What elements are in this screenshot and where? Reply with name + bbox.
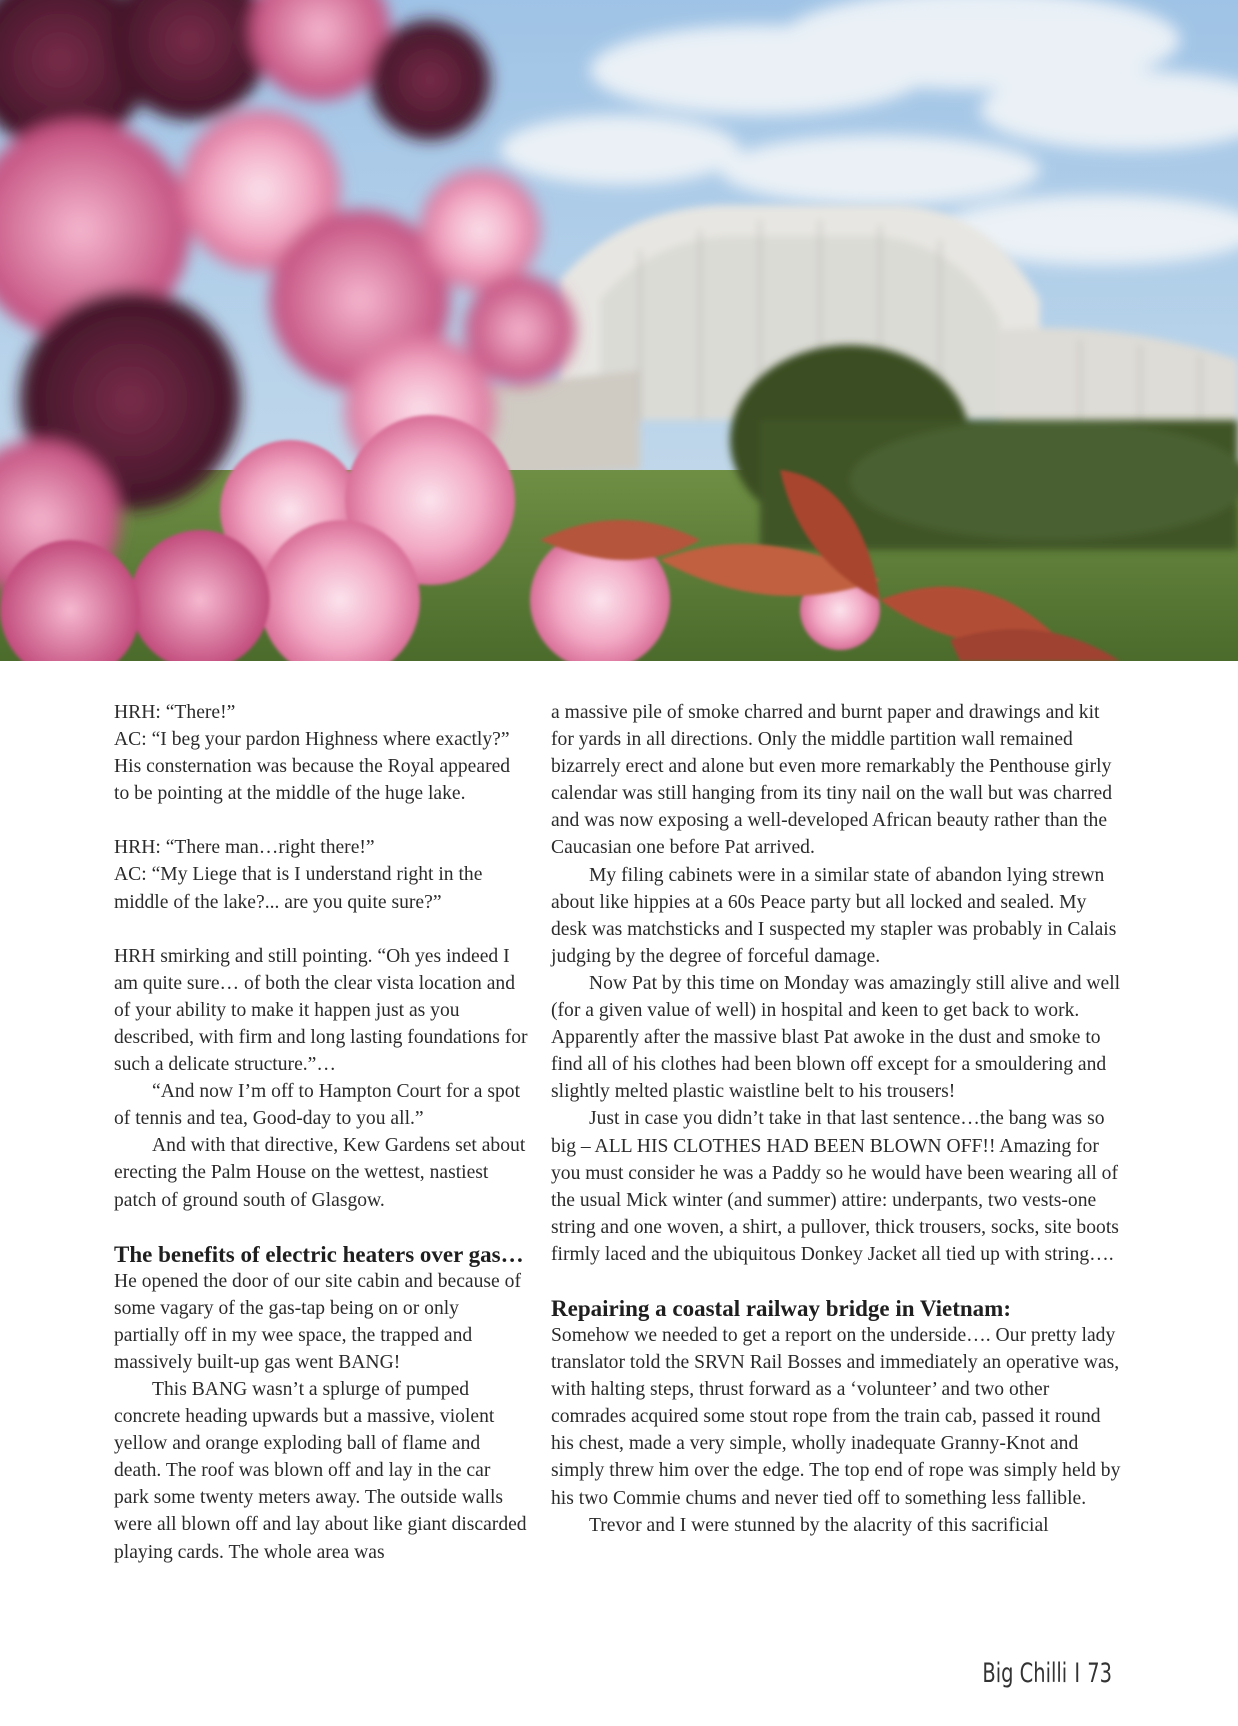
dialogue-line bbox=[114, 726, 528, 807]
speaker-label: AC: bbox=[114, 729, 147, 751]
body-paragraph: Just in case you didn’t take in that last sentence…the bang was so big – ALL HIS CLOTHES HAD BEEN BLOWN OFF!! Amazing for you must consider he was a Paddy so he would have been wearing all of the usual Mick winter (and summer) attire: underpants, two vests-one string and one woven, a shirt, a pullover, thick trousers, socks, site boots firmly laced and the ubiquitous Donkey Jacket all tied up with string…. bbox=[551, 1108, 1119, 1265]
section-heading: The benefits of electric heaters over gas… bbox=[114, 1241, 524, 1267]
body-paragraph: Trevor and I were stunned by the alacrity of this sacrificial bbox=[589, 1514, 1049, 1536]
body-paragraph: This BANG wasn’t a splurge of pumped concrete heading upwards but a massive, violent yellow and orange exploding ball of flame and death. The roof was blown off and lay in the car park some twenty meters away. The outside walls were all blown off and lay about like giant discarded playing cards. The whole area was bbox=[114, 1378, 527, 1563]
page-number: 73 bbox=[1087, 1658, 1112, 1689]
body-paragraph: Somehow we needed to get a report on the underside…. Our pretty lady translator told the SRVN Rail Bosses and immediately an operative was, with halting steps, thrust forward as a ‘volunteer’ and two other comrades acquired some stout rope from the train cab, passed it round his chest, made a very simple, wholly inadequate Granny-Knot and simply threw him over the edge. The top end of rope was simply held by his two Commie chums and never tied off to something less fallible. bbox=[551, 1324, 1121, 1509]
body-paragraph: Now Pat by this time on Monday was amazingly still alive and well (for a given value of well) in hospital and keen to get back to work. Apparently after the massive blast Pat awoke in the dust and smoke to find all of his clothes had been blown off except for a smouldering and slightly melted plastic waistline belt to his trousers! bbox=[551, 972, 1121, 1103]
dialogue-text: “My Liege that is I understand right in the middle of the lake?... are you quite sure?” bbox=[114, 864, 483, 913]
body-paragraph: He opened the door of our site cabin and because of some vagary of the gas-tap being on or only partially off in my wee space, the trapped and massively built-up gas went BANG! bbox=[114, 1270, 521, 1373]
magazine-name: Big Chilli bbox=[982, 1658, 1068, 1689]
dialogue-line bbox=[114, 834, 528, 861]
speaker-label: HRH: bbox=[114, 702, 161, 723]
body-paragraph: My filing cabinets were in a similar state of abandon lying strewn about like hippies at a 60s Peace party but all locked and sealed. My desk was matchsticks and I suspected my stapler was probably in Calais judging by the degree of forceful damage. bbox=[551, 864, 1117, 967]
dialogue-text: “There man…right there!” bbox=[165, 837, 375, 859]
body-paragraph: a massive pile of smoke charred and burnt paper and drawings and kit for yards in all directions. Only the middle partition wall remained bizarrely erect and alone but even more remarkably the Penthouse girly calendar was still hanging from its tiny nail on the wall but was charred and was now exposing a well-developed African beauty rather than the Caucasian one before Pat arrived. bbox=[551, 702, 1112, 859]
dialogue-text: “I beg your pardon Highness where exactly?” His consternation was because the Royal appeared to be pointing at the middle of the huge lake. bbox=[114, 729, 511, 805]
section-heading: Repairing a coastal railway bridge in Vietnam: bbox=[551, 1295, 1011, 1321]
speaker-label: HRH: bbox=[114, 837, 161, 859]
dialogue-line bbox=[114, 861, 528, 915]
body-paragraph: HRH smirking and still pointing. “Oh yes indeed I am quite sure… of both the clear vista location and of your ability to make it happen just as you described, with firm and long lasting foundations for such a delicate structure.”… bbox=[114, 945, 528, 1076]
body-paragraph: “And now I’m off to Hampton Court for a spot of tennis and tea, Good-day to you all.” bbox=[114, 1081, 521, 1130]
left-column bbox=[114, 699, 528, 1566]
footer-separator: I bbox=[1074, 1658, 1081, 1689]
right-column bbox=[551, 699, 1126, 1539]
hero-photo bbox=[0, 0, 1238, 661]
dialogue-text: “There!” bbox=[165, 702, 236, 723]
speaker-label: AC: bbox=[114, 864, 147, 886]
dialogue-line bbox=[114, 699, 528, 726]
page-footer bbox=[982, 1658, 1112, 1689]
body-paragraph: And with that directive, Kew Gardens set about erecting the Palm House on the wettest, nastiest patch of ground south of Glasgow. bbox=[114, 1135, 526, 1211]
